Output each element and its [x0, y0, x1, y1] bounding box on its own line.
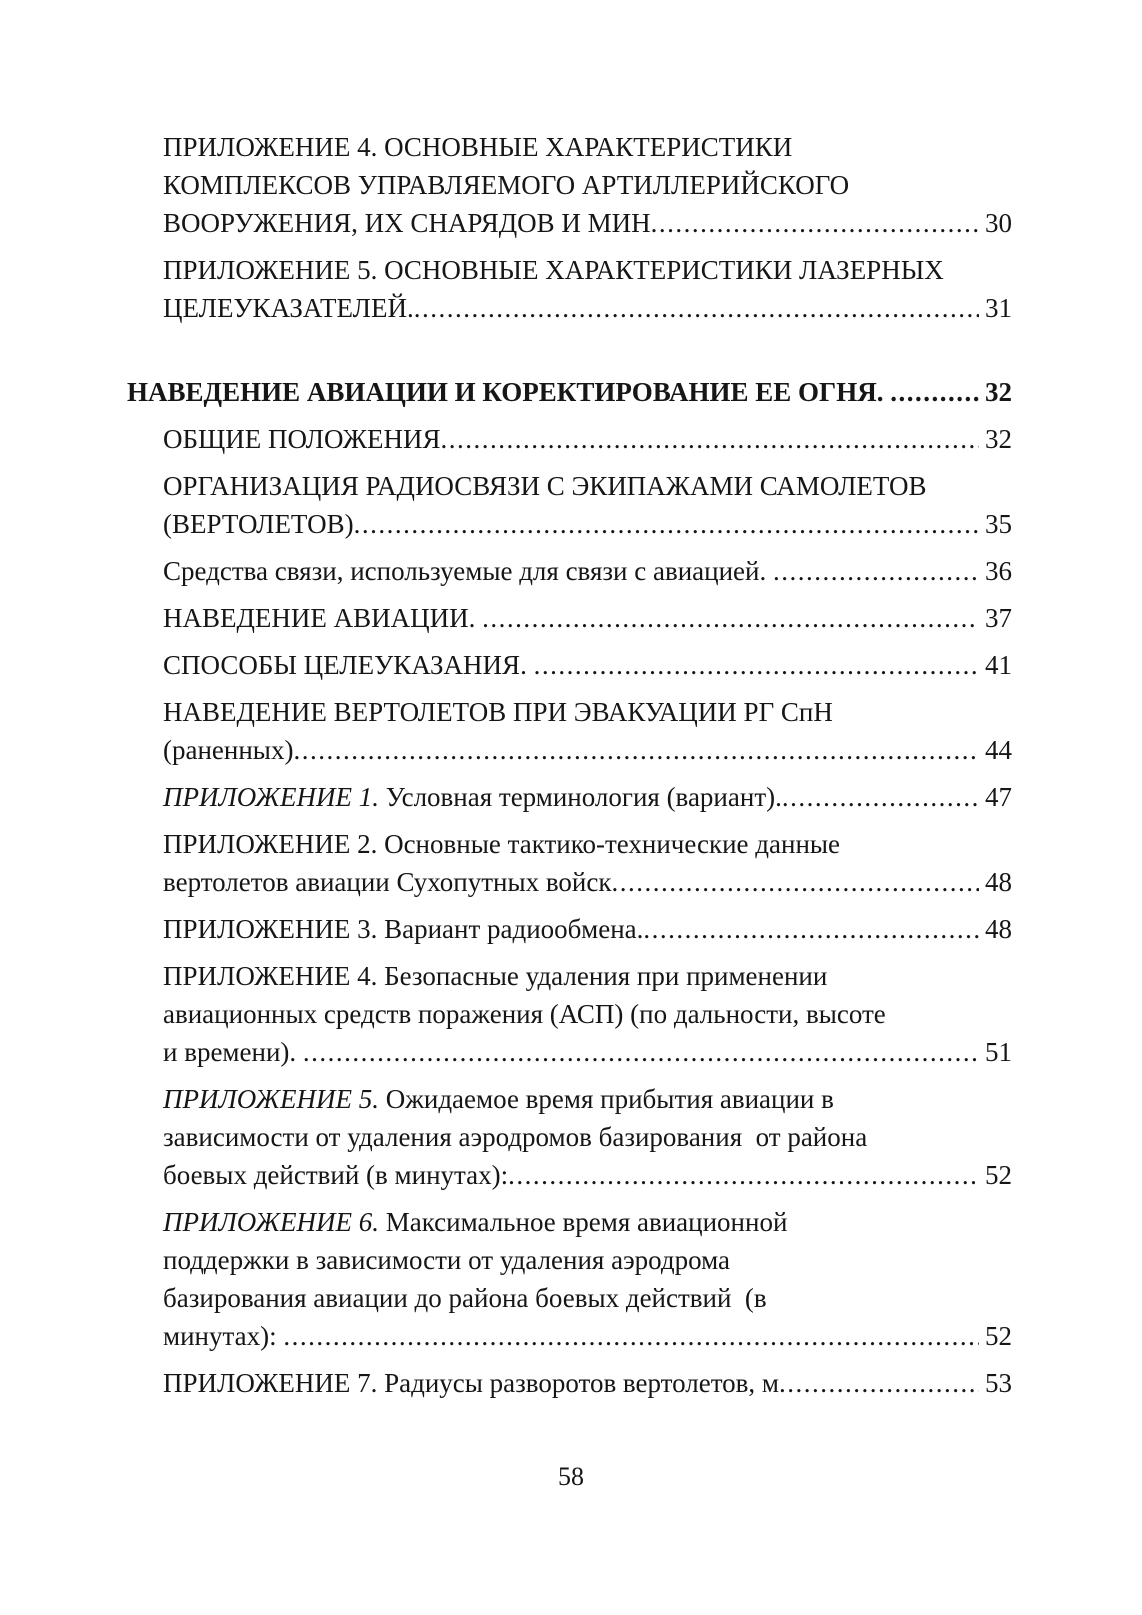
toc-page-number: 47 — [985, 782, 1012, 812]
toc-entry-text: НАВЕДЕНИЕ АВИАЦИИ. — [163, 603, 483, 633]
toc-entry-line — [163, 289, 1012, 327]
dot-leader — [354, 505, 979, 543]
toc-entry-text: Максимальное время авиационной — [378, 1207, 788, 1237]
toc-entry-text: НАВЕДЕНИЕ АВИАЦИИ И КОРЕКТИРОВАНИЕ ЕЕ ОГНЯ. — [127, 377, 891, 407]
toc-entry-line — [163, 204, 1012, 242]
toc-page-number: 53 — [985, 1368, 1012, 1398]
toc-entry-line — [163, 128, 1012, 166]
toc-entry-text: (раненных) — [163, 735, 294, 765]
toc-entry-line — [163, 1156, 1012, 1194]
toc-entry-line — [163, 910, 1012, 948]
toc-entry — [163, 1364, 1012, 1402]
toc-entry-text: ОБЩИЕ ПОЛОЖЕНИЯ — [163, 424, 441, 454]
toc-entry — [163, 957, 1012, 1071]
toc — [127, 128, 1012, 1411]
toc-entry-text: ПРИЛОЖЕНИЕ 7. Радиусы разворотов вертолетов, м — [163, 1368, 779, 1398]
dot-leader — [773, 552, 979, 590]
toc-entry-text: ПРИЛОЖЕНИЕ 5. — [163, 1084, 379, 1114]
toc-entry — [163, 128, 1012, 242]
toc-entry-text: ЦЕЛЕУКАЗАТЕЛЕЙ. — [163, 293, 414, 323]
toc-entry-text: и времени). — [163, 1037, 303, 1067]
toc-entry-line — [163, 1241, 1012, 1279]
toc-entry — [163, 646, 1012, 684]
dot-leader — [508, 1156, 979, 1194]
toc-entry-line — [163, 1279, 1012, 1317]
toc-entry-line — [163, 251, 1012, 289]
toc-entry-line — [127, 373, 1012, 411]
toc-entry-line — [163, 420, 1012, 458]
toc-entry — [127, 373, 1012, 411]
toc-entry-text: Ожидаемое время прибытия авиации в — [378, 1084, 834, 1114]
dot-leader — [414, 289, 979, 327]
toc-page-number: 51 — [985, 1037, 1012, 1067]
toc-entry-line — [163, 957, 1012, 995]
toc-page-number: 52 — [985, 1160, 1012, 1190]
footer-page-number: 58 — [558, 1462, 584, 1491]
toc-entry-line — [163, 825, 1012, 863]
toc-entry-text: ВООРУЖЕНИЯ, ИХ СНАРЯДОВ И МИН — [163, 208, 651, 238]
toc-entry-text: ПРИЛОЖЕНИЕ 1. — [163, 782, 379, 812]
dot-leader — [779, 1364, 979, 1402]
toc-page-number: 41 — [985, 650, 1012, 680]
dot-leader — [782, 778, 979, 816]
toc-page-number: 31 — [985, 293, 1012, 323]
dot-leader — [890, 373, 979, 411]
toc-entry — [163, 1080, 1012, 1194]
toc-entry-text: ПРИЛОЖЕНИЕ 5. ОСНОВНЫЕ ХАРАКТЕРИСТИКИ ЛАЗЕРНЫХ — [163, 255, 944, 285]
toc-page-number: 32 — [985, 424, 1012, 454]
toc-entry-line — [163, 995, 1012, 1033]
toc-entry-line — [163, 1118, 1012, 1156]
toc-entry-line — [163, 467, 1012, 505]
toc-entry-text: ПРИЛОЖЕНИЕ 2. Основные тактико-технические данные — [163, 829, 841, 859]
toc-entry — [163, 825, 1012, 901]
toc-entry-text: зависимости от удаления аэродромов базирования от района — [163, 1122, 868, 1152]
toc-entry — [163, 910, 1012, 948]
toc-entry — [163, 778, 1012, 816]
toc-entry-line — [163, 646, 1012, 684]
toc-entry — [163, 1203, 1012, 1355]
toc-entry-text: авиационных средств поражения (АСП) (по дальности, высоте — [163, 999, 886, 1029]
dot-leader — [303, 1033, 979, 1071]
toc-page-number: 52 — [985, 1321, 1012, 1351]
toc-page-number: 48 — [985, 867, 1012, 897]
toc-entry-line — [163, 1364, 1012, 1402]
toc-entry-line — [163, 778, 1012, 816]
toc-page-number: 35 — [985, 509, 1012, 539]
toc-entry-text: боевых действий (в минутах): — [163, 1160, 509, 1190]
toc-entry-text: ОРГАНИЗАЦИЯ РАДИОСВЯЗИ С ЭКИПАЖАМИ САМОЛЕТОВ — [163, 471, 927, 501]
dot-leader — [643, 910, 979, 948]
toc-entry — [163, 552, 1012, 590]
toc-entry-text: ПРИЛОЖЕНИЕ 4. Безопасные удаления при применении — [163, 961, 828, 991]
toc-entry-text: базирования авиации до района боевых действий (в — [163, 1283, 767, 1313]
toc-entry-text: поддержки в зависимости от удаления аэродрома — [163, 1245, 730, 1275]
toc-entry-line — [163, 166, 1012, 204]
toc-page-number: 37 — [985, 603, 1012, 633]
dot-leader — [534, 646, 979, 684]
toc-entry-line — [163, 693, 1012, 731]
toc-entry-text: ПРИЛОЖЕНИЕ 6. — [163, 1207, 379, 1237]
toc-entry-text: вертолетов авиации Сухопутных войск — [163, 867, 612, 897]
toc-entry-text: минутах): — [163, 1321, 284, 1351]
toc-page-number: 30 — [985, 208, 1012, 238]
toc-entry-line — [163, 1033, 1012, 1071]
toc-entry-line — [163, 1203, 1012, 1241]
toc-page-number: 36 — [985, 556, 1012, 586]
toc-entry-text: Условная терминология (вариант). — [378, 782, 782, 812]
dot-leader — [440, 420, 979, 458]
toc-entry-line — [163, 552, 1012, 590]
toc-entry — [163, 693, 1012, 769]
toc-entry — [163, 251, 1012, 327]
toc-entry-line — [163, 1317, 1012, 1355]
toc-entry-line — [163, 599, 1012, 637]
toc-entry-line — [163, 1080, 1012, 1118]
toc-entry — [163, 420, 1012, 458]
toc-entry-text: КОМПЛЕКСОВ УПРАВЛЯЕМОГО АРТИЛЛЕРИЙСКОГО — [163, 170, 850, 200]
toc-entry — [163, 599, 1012, 637]
toc-page-number: 32 — [985, 377, 1012, 407]
toc-page-number: 44 — [985, 735, 1012, 765]
toc-entry-line — [163, 863, 1012, 901]
toc-entry — [163, 467, 1012, 543]
toc-entry-text: СПОСОБЫ ЦЕЛЕУКАЗАНИЯ. — [163, 650, 534, 680]
toc-entry-line — [163, 505, 1012, 543]
dot-leader — [651, 204, 979, 242]
dot-leader — [283, 1317, 979, 1355]
toc-entry-text: (ВЕРТОЛЕТОВ) — [163, 509, 354, 539]
dot-leader — [611, 863, 979, 901]
toc-entry-text: ПРИЛОЖЕНИЕ 3. Вариант радиообмена. — [163, 914, 644, 944]
toc-entry-line — [163, 731, 1012, 769]
toc-page-number: 48 — [985, 914, 1012, 944]
toc-entry-text: Средства связи, используемые для связи с авиацией. — [163, 556, 773, 586]
dot-leader — [293, 731, 979, 769]
toc-entry-text: ПРИЛОЖЕНИЕ 4. ОСНОВНЫЕ ХАРАКТЕРИСТИКИ — [163, 132, 793, 162]
toc-entry-text: НАВЕДЕНИЕ ВЕРТОЛЕТОВ ПРИ ЭВАКУАЦИИ РГ СпН — [163, 697, 833, 727]
dot-leader — [482, 599, 979, 637]
